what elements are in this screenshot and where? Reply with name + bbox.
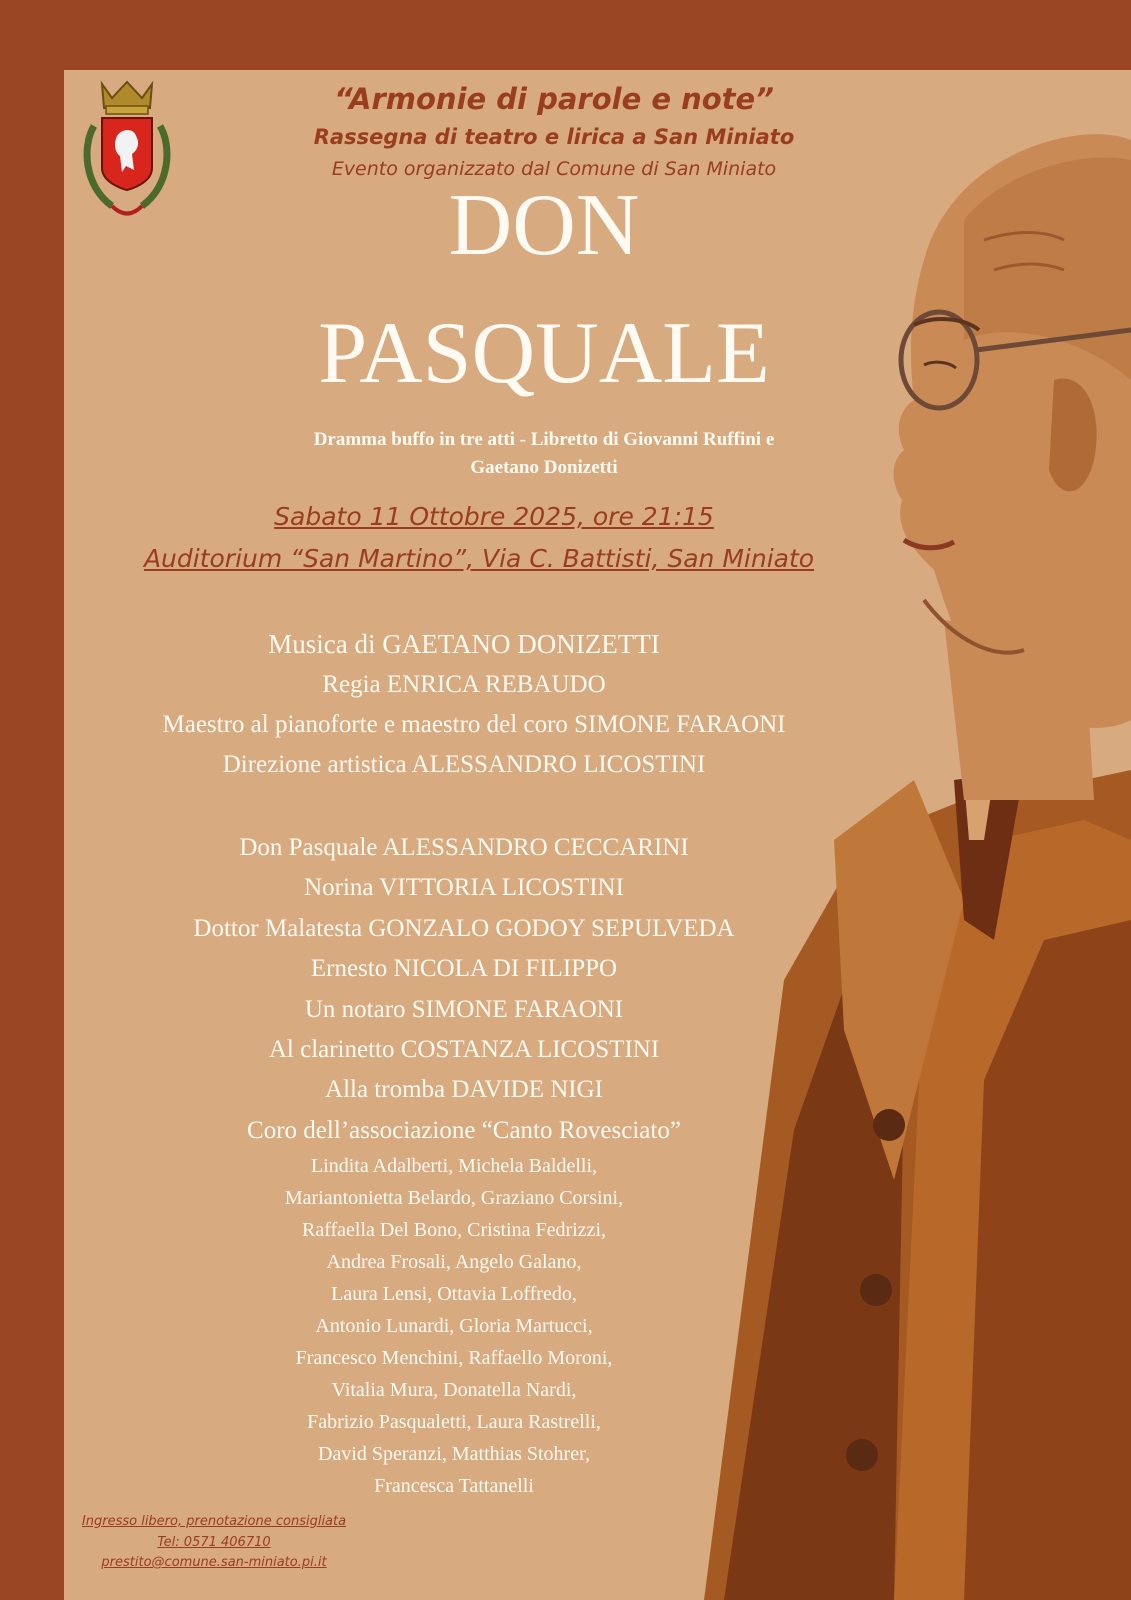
choir-members-list [214,1150,694,1502]
choir-line: Andrea Frosali, Angelo Galano, [326,1251,582,1273]
top-frame-band [0,0,1131,70]
choir-line: Vitalia Mura, Donatella Nardi, [331,1379,577,1401]
choir-line: Francesco Menchini, Raffaello Moroni, [295,1347,613,1369]
credit-artistic-direction: Direzione artistica ALESSANDRO LICOSTINI [222,751,706,778]
choir-line: Lindita Adalberti, Michela Baldelli, [310,1155,598,1177]
footer-email-link[interactable]: prestito@comune.san-miniato.pi.it [101,1555,327,1570]
choir-line: Raffaella Del Bono, Cristina Fedrizzi, [302,1219,606,1241]
cast-clarinetto: Al clarinetto COSTANZA LICOSTINI [268,1036,660,1064]
subtitle-line-2: Gaetano Donizetti [470,457,618,478]
credit-direction: Regia ENRICA REBAUDO [322,671,606,698]
title-line-don: DON [448,177,640,274]
festival-subtitle: Rassegna di teatro e lirica a San Miniato [313,125,795,149]
organizer-line: Evento organizzato dal Comune di San Miniato [331,158,777,180]
opera-subtitle [244,426,844,482]
cast-norina: Norina VITTORIA LICOSTINI [304,874,624,902]
cast-tromba: Alla tromba DAVIDE NIGI [325,1076,603,1104]
cast-list [74,828,854,1151]
san-miniato-crest-icon [72,76,182,226]
credit-piano-choir: Maestro al pianoforte e maestro del coro SIMONE FARAONI [162,711,786,738]
choir-line: Antonio Lunardi, Gloria Martucci, [315,1315,593,1337]
choir-line: Francesca Tattanelli [374,1475,534,1497]
cast-malatesta: Dottor Malatesta GONZALO GODOY SEPULVEDA [193,914,735,942]
cast-don-pasquale: Don Pasquale ALESSANDRO CECCARINI [239,834,689,861]
footer-phone[interactable]: Tel: 0571 406710 [157,1534,271,1550]
cast-coro: Coro dell’associazione “Canto Rovesciato” [247,1116,681,1144]
cast-ernesto: Ernesto NICOLA DI FILIPPO [310,955,618,983]
event-date-time: Sabato 11 Ottobre 2025, ore 21:15 [274,502,714,531]
subtitle-line-1: Dramma buffo in tre atti - Libretto di Giovanni Ruffini e [313,429,775,450]
title-line-pasquale: PASQUALE [318,305,770,402]
footer-entry: Ingresso libero, prenotazione consigliata [81,1514,347,1529]
cast-notaro: Un notaro SIMONE FARAONI [304,995,624,1023]
left-frame-band [0,0,64,1600]
choir-line: Fabrizio Pasqualetti, Laura Rastrelli, [307,1411,601,1433]
festival-title: “Armonie di parole e note” [334,82,774,116]
poster-panel [64,70,1131,1600]
choir-line: David Speranzi, Matthias Stohrer, [318,1443,590,1465]
choir-line: Laura Lensi, Ottavia Loffredo, [331,1283,577,1305]
choir-line: Mariantonietta Belardo, Graziano Corsini, [284,1187,624,1209]
credit-music: Musica di GAETANO DONIZETTI [268,629,660,659]
footer-contact [74,1512,354,1574]
event-venue: Auditorium “San Martino”, Via C. Battisti, San Miniato [143,544,815,573]
